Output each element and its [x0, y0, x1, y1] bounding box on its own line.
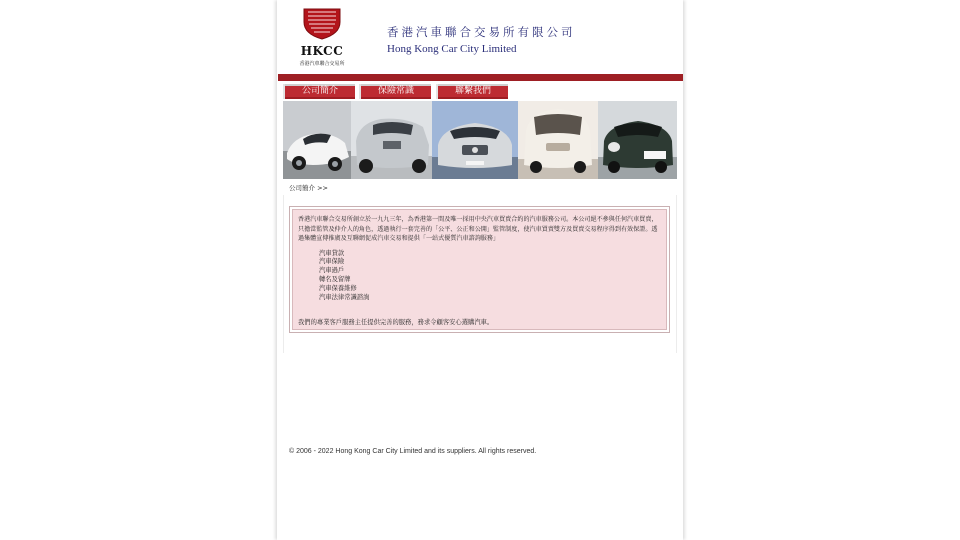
service-item: 汽車法律常識諮詢	[319, 294, 370, 302]
company-name	[387, 24, 576, 55]
content-right-rule	[676, 195, 677, 353]
closing-paragraph: 我們的專業客戶服務主任提供完善的服務，務求令顧客安心選購汽車。	[298, 318, 494, 326]
breadcrumb: 公司簡介 >>	[289, 184, 328, 192]
service-item: 汽車貸款	[319, 249, 345, 257]
logo-letters: HKCC	[300, 44, 344, 58]
company-intro-body	[292, 209, 667, 330]
service-item: 汽車保養維修	[319, 285, 357, 293]
photo-white-sports-car	[283, 101, 351, 179]
license-plate	[644, 151, 666, 159]
company-intro-panel	[289, 206, 670, 333]
tab-insurance-knowledge[interactable]: 保險常識	[359, 84, 431, 99]
hkcc-logo[interactable]	[293, 8, 351, 66]
photo-silver-suv	[351, 101, 432, 179]
photo-white-minivan	[518, 101, 598, 179]
photo-dark-green-compact	[598, 101, 677, 179]
tab-company-intro[interactable]: 公司簡介	[283, 84, 355, 99]
service-item: 汽車保險	[319, 258, 345, 266]
tab-contact-us[interactable]: 聯繫我們	[436, 84, 508, 99]
footer-copyright: © 2006 - 2022 Hong Kong Car City Limited and its suppliers. All rights reserved.	[289, 448, 537, 455]
content-left-rule	[283, 195, 284, 353]
company-name-en: Hong Kong Car City Limited	[387, 43, 517, 55]
header-divider	[278, 74, 683, 81]
shield-icon	[303, 8, 341, 40]
services-list	[319, 250, 661, 303]
service-item: 轉名及留牌	[319, 276, 351, 284]
service-item: 汽車過戶	[319, 267, 345, 275]
company-name-zh: 香港汽車聯合交易所有限公司	[387, 25, 576, 39]
intro-paragraph: 香港汽車聯合交易所創立於一九九三年，為香港第一間及唯一採用中央汽車買賣合約的汽車服務公司。本公司絕不參與任何汽車買賣，只擔當監管及仲介人的角色，透過執行一套完善的「公平、公正和公開」監管制度，使汽車買賣雙方及買賣交易程序得到有效保證。透過集體宣傳推廣及互聯網促成汽車交易和提供「一站式優質汽車諮詢服務」	[298, 216, 658, 242]
car-banner	[283, 101, 677, 179]
logo-subtitle: 香港汽車聯合交易所	[299, 61, 345, 67]
photo-silver-sedan	[432, 101, 518, 179]
